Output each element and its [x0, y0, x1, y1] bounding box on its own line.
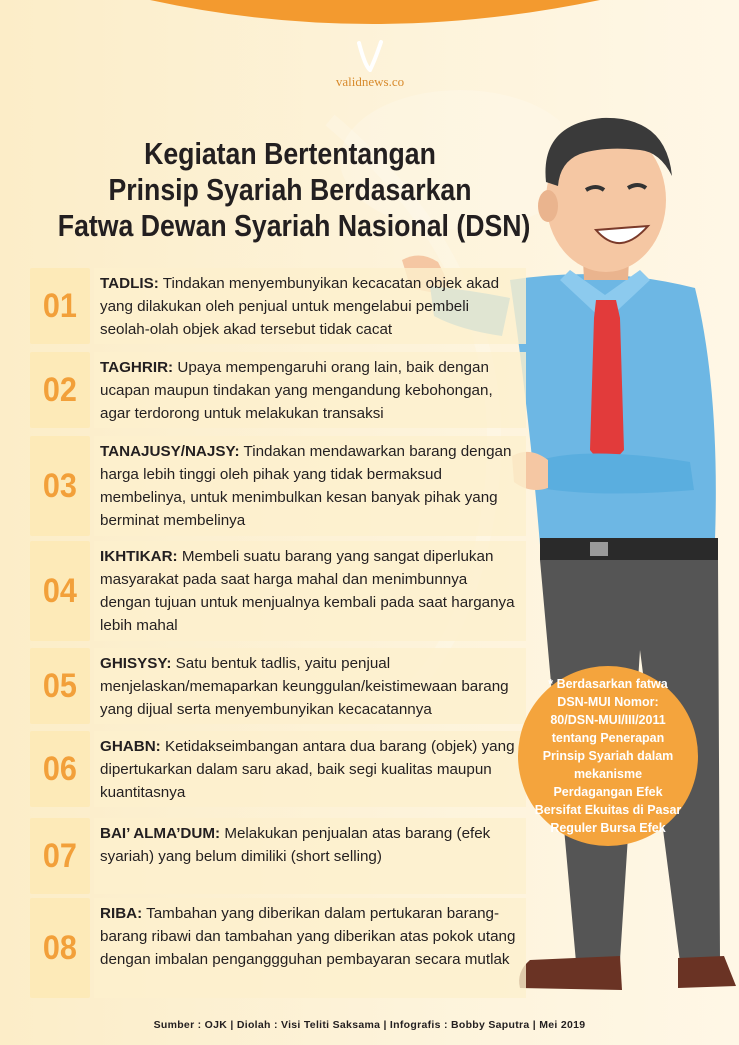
item-number-box — [30, 731, 90, 807]
item-text — [94, 436, 526, 536]
item-term: TADLIS: — [100, 275, 159, 292]
item-description: Satu bentuk tadlis, yaitu penjual menjelaskan/memaparkan keunggulan/keistimewaan barang yang dijual serta menyembunyikan kecacatannya — [100, 655, 509, 718]
item-number-box — [30, 541, 90, 641]
item-number: 08 — [42, 928, 78, 967]
item-description: Melakukan penjualan atas barang (efek syariah) yang belum dimiliki (short selling) — [100, 825, 491, 865]
list-item — [30, 268, 530, 344]
item-number-box — [30, 352, 90, 428]
item-term: BAI’ ALMA’DUM: — [100, 825, 221, 842]
item-text — [94, 352, 526, 428]
item-description: Tindakan mendawarkan barang dengan harga lebih tinggi oleh pihak yang tidak bermaksud membelinya, untuk menimbulkan kesan banyak pihak yang berminat membelinya — [100, 443, 512, 529]
item-text — [94, 268, 526, 344]
item-number-box — [30, 898, 90, 998]
title-line-1: Kegiatan Bertentangan — [144, 136, 436, 171]
item-number: 03 — [42, 466, 78, 505]
item-text — [94, 648, 526, 724]
fatwa-note-badge — [518, 666, 698, 846]
list-item — [30, 648, 530, 724]
item-description: Membeli suatu barang yang sangat diperlukan masyarakat pada saat harga mahal dan menimbunnya dengan tujuan untuk menjualnya kembali pada saat harganya lebih mahal — [100, 548, 515, 634]
item-text — [94, 731, 526, 807]
item-number: 04 — [42, 571, 78, 610]
item-description: Tambahan yang diberikan dalam pertukaran barang-barang ribawi dan tambahan yang diberikan atas pokok utang dengan imbalan penganggguhan pembayaran secara mutlak — [100, 905, 516, 968]
item-term: GHISYSY: — [100, 655, 172, 672]
title-line-3: Fatwa Dewan Syariah Nasional (DSN) — [57, 208, 531, 243]
list-item — [30, 731, 530, 807]
list-item — [30, 436, 530, 536]
validnews-logo-icon — [355, 40, 385, 72]
source-footer: Sumber : OJK | Diolah : Visi Teliti Saksama | Infografis : Bobby Saputra | Mei 2019 — [153, 1019, 586, 1031]
list-item — [30, 541, 530, 641]
item-number: 05 — [42, 666, 78, 705]
item-number-box — [30, 648, 90, 724]
top-decor-arc — [0, 0, 739, 40]
item-term: TANAJUSY/NAJSY: — [100, 443, 240, 460]
item-text — [94, 541, 526, 641]
title-line-2: Prinsip Syariah Berdasarkan — [108, 172, 472, 207]
item-number: 02 — [42, 370, 78, 409]
list-item — [30, 898, 530, 998]
item-term: IKHTIKAR: — [100, 548, 178, 565]
item-number: 01 — [42, 286, 78, 325]
item-term: TAGHRIR: — [100, 359, 174, 376]
item-description: Ketidakseimbangan antara dua barang (objek) yang dipertukarkan dalam saru akad, baik segi kualitas maupun kuantitasnya — [100, 738, 515, 801]
item-description: Tindakan menyembunyikan kecacatan objek akad yang dilakukan oleh penjual untuk mengelabui pembeli seolah-olah objek akad tersebut tidak cacat — [100, 275, 500, 338]
item-number-box — [30, 268, 90, 344]
brand-logo — [330, 40, 410, 90]
item-text — [94, 898, 526, 998]
item-number-box — [30, 818, 90, 894]
list-item — [30, 818, 530, 894]
fatwa-note-text: * Berdasarkan fatwa DSN-MUI Nomor: 80/DSN-MUI/III/2011 tentang Penerapan Prinsip Syariah dalam mekanisme Perdagangan Efek Bersifat Ekuitas di Pasar Reguler Bursa Efek — [534, 677, 682, 835]
item-description: Upaya mempengaruhi orang lain, baik dengan ucapan maupun tindakan yang mengandung kebohongan, agar terdorong untuk melakukan transaksi — [100, 359, 493, 422]
brand-logo-text: validnews.co — [335, 74, 405, 89]
item-term: RIBA: — [100, 905, 143, 922]
item-text — [94, 818, 526, 894]
item-number: 07 — [42, 836, 78, 875]
list-item — [30, 352, 530, 428]
item-term: GHABN: — [100, 738, 161, 755]
item-number-box — [30, 436, 90, 536]
item-number: 06 — [42, 749, 78, 788]
